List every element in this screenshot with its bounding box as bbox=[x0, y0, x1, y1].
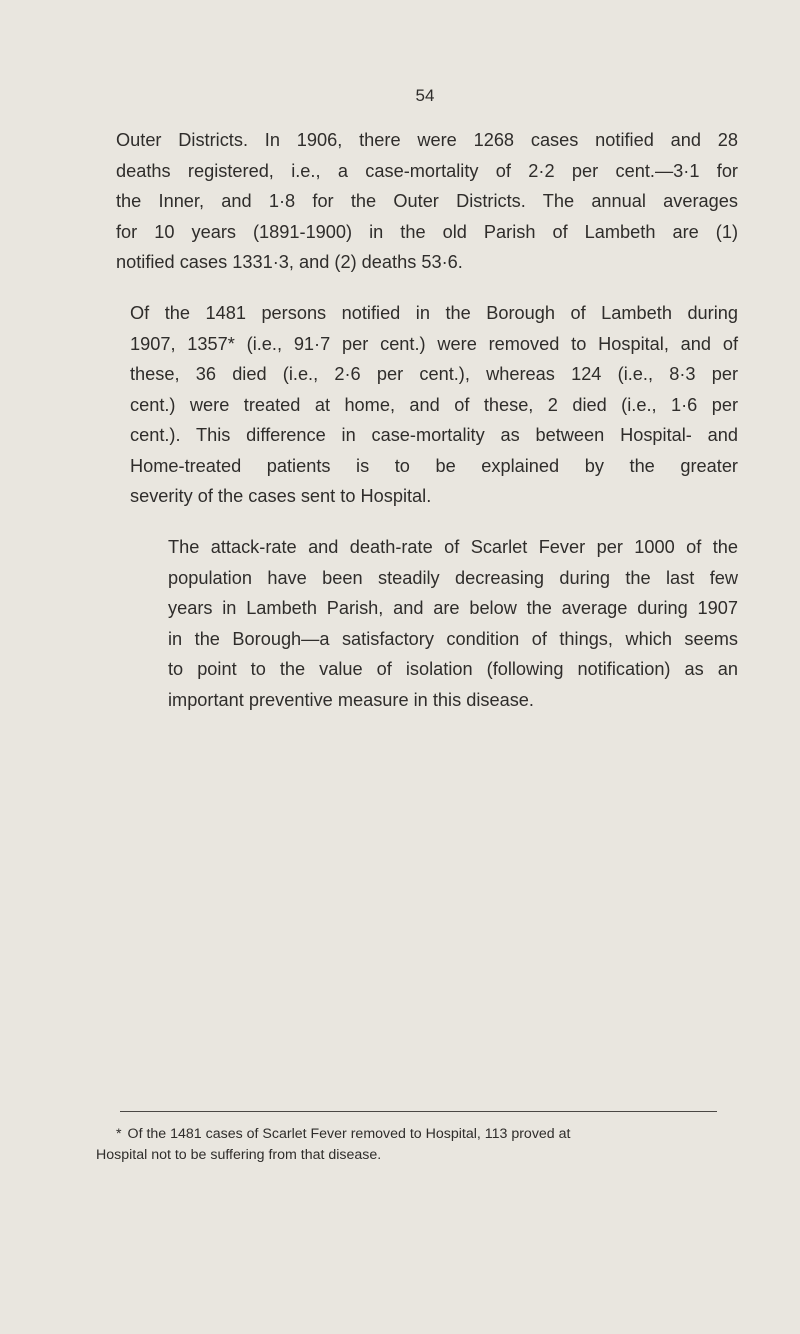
paragraph-line: Of the 1481 persons notified in the Borough of Lambeth during bbox=[130, 303, 738, 323]
paragraph-hospital-home-treatment bbox=[116, 298, 738, 512]
paragraph-line: cent.). This difference in case-mortality as between Hospital- and bbox=[130, 425, 738, 445]
paragraph-line: The attack-rate and death-rate of Scarlet Fever per 1000 of the bbox=[168, 537, 738, 557]
paragraph-line: Home-treated patients is to be explained by the greater bbox=[130, 455, 738, 476]
paragraph-line: deaths registered, i.e., a case-mortality of 2·2 per cent.—3·1 for bbox=[116, 160, 738, 181]
paragraph-line: these, 36 died (i.e., 2·6 per cent.), whereas 124 (i.e., 8·3 per bbox=[130, 364, 738, 384]
paragraph-line: Outer Districts. In 1906, there were 1268 cases notified and 28 bbox=[116, 130, 738, 150]
footnote-line bbox=[96, 1124, 736, 1145]
footnote-divider bbox=[120, 1111, 717, 1112]
paragraph-line: years in Lambeth Parish, and are below the average during 1907 bbox=[168, 598, 738, 618]
paragraph-line: 1907, 1357* (i.e., 91·7 per cent.) were removed to Hospital, and of bbox=[130, 333, 738, 354]
paragraph-line: for 10 years (1891-1900) in the old Parish of Lambeth are (1) bbox=[116, 221, 738, 242]
paragraph-outer-districts bbox=[116, 125, 738, 278]
paragraph-line: notified cases 1331·3, and (2) deaths 53·6. bbox=[116, 252, 463, 272]
footnote-text: Of the 1481 cases of Scarlet Fever removed to Hospital, 113 proved at bbox=[127, 1126, 571, 1142]
paragraph-line: in the Borough—a satisfactory condition of things, which seems bbox=[168, 628, 738, 649]
paragraph-line: important preventive measure in this disease. bbox=[168, 689, 534, 710]
paragraph-attack-death-rate bbox=[116, 532, 738, 715]
paragraph-line: cent.) were treated at home, and of these, 2 died (i.e., 1·6 per bbox=[130, 394, 738, 415]
page-number: 54 bbox=[415, 86, 435, 105]
footnote-marker: * bbox=[116, 1126, 122, 1142]
paragraph-line: severity of the cases sent to Hospital. bbox=[130, 486, 432, 506]
paragraph-line: population have been steadily decreasing during the last few bbox=[168, 567, 738, 588]
paragraph-line: the Inner, and 1·8 for the Outer Districts. The annual averages bbox=[116, 191, 738, 211]
footnote-line: Hospital not to be suffering from that disease. bbox=[96, 1147, 382, 1163]
paragraph-line: to point to the value of isolation (following notification) as an bbox=[168, 659, 738, 679]
footnote bbox=[96, 1124, 736, 1166]
